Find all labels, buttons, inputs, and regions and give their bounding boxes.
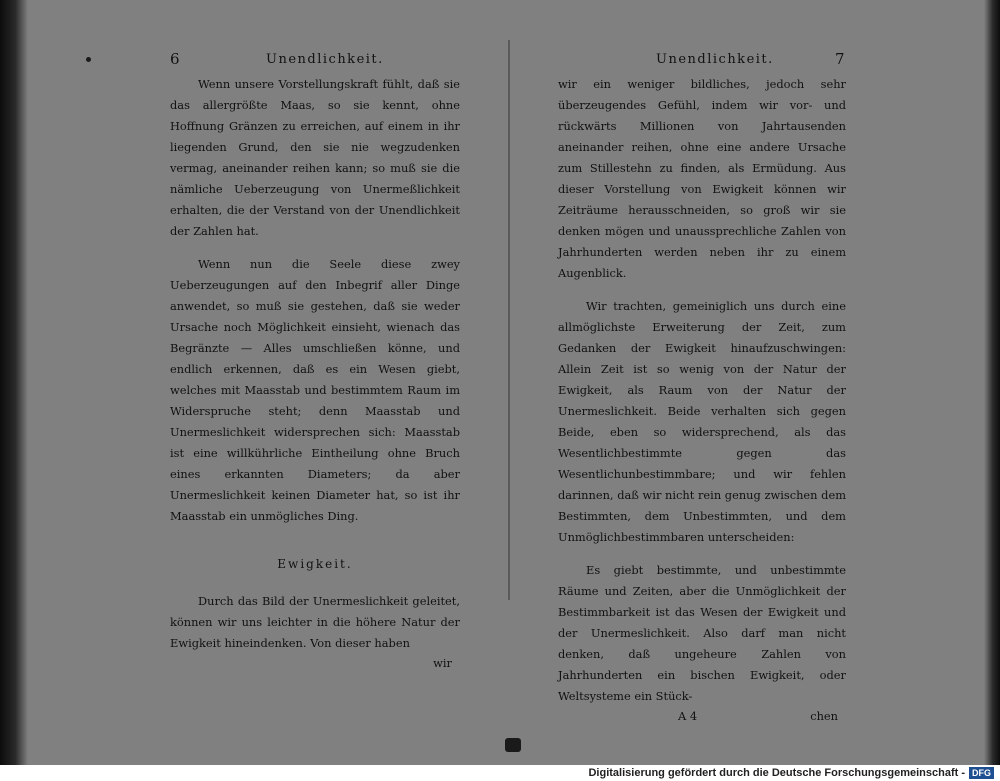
signature-mark: A 4: [678, 709, 698, 723]
right-page: [558, 40, 846, 729]
left-paragraph-1: Wenn unsere Vorstellungskraft fühlt, daß sie das allergrößte Maas, so sie kennt, ohne Hoffnung Gränzen zu erreichen, auf einem in ihr liegenden Grund, den sie nie wegzudenken vermag, aneinander reihen kann; so muß sie die nämliche Ueberzeugung von Unermeßlichkeit erhalten, die der Verstand von der Unendlichkeit der Zahlen hat.: [170, 77, 460, 238]
left-page-footer: [170, 654, 460, 676]
right-paragraph-1: wir ein weniger bildliches, jedoch sehr überzeugendes Gefühl, indem wir vor- und rückwärts Millionen von Jahrtausenden aneinander reihen, ohne eine andere Ursache zum Stillestehn zu finden, als Ermüdung. Aus dieser Vorstellung von Ewigkeit können wir Zeiträume herausschneiden, so groß wir sie denken mögen und unaussprechliche Zahlen von Jahrhunderten werden neben ihr zu einem Augenblick.: [558, 77, 846, 280]
funding-text: Digitalisierung gefördert durch die Deutsche Forschungsgemeinschaft -: [588, 767, 965, 779]
right-running-head: Unendlichkeit.: [656, 52, 774, 67]
right-page-footer: [558, 707, 846, 729]
right-catchword: chen: [810, 709, 838, 723]
left-book-edge: [0, 0, 28, 765]
scan-blot: [505, 738, 521, 752]
left-page-number: 6: [170, 50, 182, 68]
dfg-logo: DFG: [969, 767, 994, 779]
right-page-number: 7: [834, 50, 846, 68]
left-running-head: Unendlichkeit.: [266, 52, 384, 67]
right-paragraph-3: Es giebt bestimmte, und unbestimmte Räume und Zeiten, aber die Unmöglichkeit der Bestimmbarkeit ist das Wesen der Ewigkeit und der Unermeslichkeit. Also darf man nicht denken, daß ungeheure Zahlen von Jahrhunderten ein bischen Ewigkeit, oder Weltsysteme ein Stück-: [558, 563, 846, 703]
left-paragraph-3: Durch das Bild der Unermeslichkeit geleitet, können wir uns leichter in die höhere Natur der Ewigkeit hineindenken. Von dieser haben: [170, 594, 460, 650]
scan-speck: [86, 57, 91, 62]
right-paragraph-2: Wir trachten, gemeiniglich uns durch eine allmöglichste Erweiterung der Zeit, zum Gedanken der Ewigkeit hinaufzuschwingen: Allein Zeit ist so wenig von der Natur der Ewigkeit, als Raum von der Natur der Unermeslichkeit. Beide verhalten sich gegen Beide, eben so widersprechend, als das Wesentlichbestimmte gegen das Wesentlichunbestimmbare; und wir fehlen darinnen, daß wir nicht rein genug zwischen dem Bestimmten, dem Unbestimmten, und dem Unmöglichbestimmbaren unterscheiden:: [558, 299, 846, 544]
left-catchword: wir: [433, 656, 452, 670]
left-page: [170, 40, 460, 676]
right-page-header: [558, 40, 846, 74]
funding-footer-bar: [0, 765, 1000, 781]
right-book-edge: [984, 0, 1000, 765]
book-gutter: [508, 40, 510, 600]
left-page-header: [170, 40, 460, 74]
section-heading: Ewigkeit.: [277, 557, 353, 571]
left-paragraph-2: Wenn nun die Seele diese zwey Ueberzeugungen auf den Inbegrif aller Dinge anwendet, so muß sie gestehen, daß sie weder Ursache noch Möglichkeit einsieht, wienach das Begränzte — Alles umschließen könne, und endlich erkennen, daß es ein Wesen giebt, welches mit Maasstab und bestimmtem Raum im Widerspruche steht; denn Maasstab und Unermeslichkeit widersprechen sich: Maasstab ist eine willkührliche Eintheilung ohne Bruch eines erkannten Diameters; da aber Unermeslichkeit keinen Diameter hat, so ist ihr Maasstab ein unmögliches Ding.: [170, 257, 460, 523]
